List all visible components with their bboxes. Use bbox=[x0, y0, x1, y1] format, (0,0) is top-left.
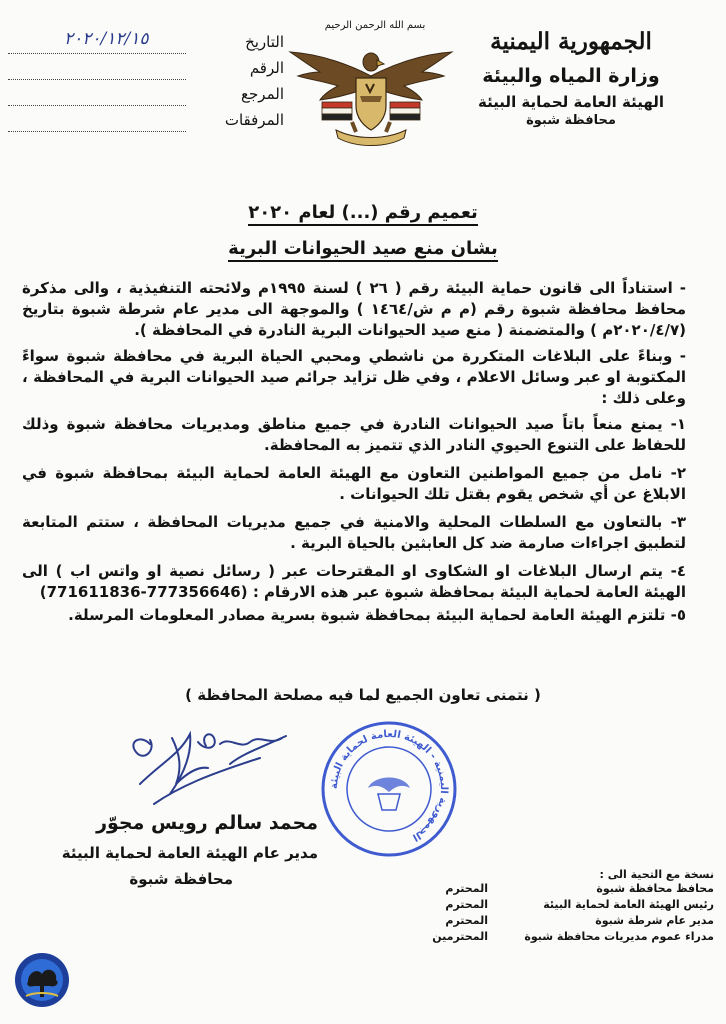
list-item: ٥- تلتزم الهيئة العامة لحماية البيئة بمحافظة شبوة بسرية مصادر المعلومات المرسلة. bbox=[68, 606, 686, 624]
signatory-governorate: محافظة شبوة bbox=[129, 870, 233, 888]
official-stamp-icon bbox=[318, 718, 460, 860]
copies-list bbox=[404, 868, 714, 946]
number-label: الرقم bbox=[249, 59, 284, 77]
list-item: مدير عام شرطة شبوة المحترم bbox=[445, 914, 714, 927]
signatory-title: مدير عام الهيئة العامة لحماية البيئة bbox=[61, 844, 318, 862]
basmala: بسم الله الرحمن الرحيم bbox=[324, 20, 426, 31]
handwritten-signature bbox=[110, 724, 310, 814]
list-item: ١- يمنع منعاً باتاً صيد الحيوانات النادرة في جميع مناطق ومديريات محافظة شبوة وذلك للحفاظ على التنوع الحيوي النادر الذي تتميز به المحافظة. bbox=[22, 415, 686, 454]
authority-name: الهيئة العامة لحماية البيئة bbox=[477, 93, 665, 111]
phone-numbers: (771611836-777356646) bbox=[39, 583, 248, 601]
circular-subject: بشان منع صيد الحيوانات البرية bbox=[0, 238, 726, 259]
list-item: ٢- نامل من جميع المواطنين التعاون مع الهيئة العامة لحماية البيئة بمحافظة شبوة في الابلاغ عن أي شخص يقوم بقتل تلك الحيوانات . bbox=[22, 464, 686, 503]
list-item: محافظ محافظة شبوة المحترم bbox=[445, 882, 714, 895]
attachments-label: المرفقات bbox=[224, 111, 284, 129]
signatory-name: محمد سالم رويس مجوّر bbox=[96, 812, 318, 834]
circular-title: تعميم رقم (...) لعام ٢٠٢٠ bbox=[0, 202, 726, 223]
svg-text:الجمهورية اليمنية - الهيئة الع: الجمهورية اليمنية - الهيئة العامة لحماية البيئة bbox=[328, 728, 450, 843]
list-item: رئيس الهيئة العامة لحماية البيئة المحترم bbox=[445, 898, 714, 911]
letter-body bbox=[22, 278, 686, 633]
date-label: التاريخ bbox=[245, 33, 284, 51]
republic-name: الجمهورية اليمنية bbox=[490, 28, 652, 55]
paragraph-1: - استناداً الى قانون حماية البيئة رقم ( ٢٦ ) لسنة ١٩٩٥م ولائحته التنفيذية ، والى مذكرة محافظ محافظة شبوة رقم (م م ش/١٤٦٤ ) والموجهة الى مدير عام شرطة شبوة بتاريخ (٢٠٢٠/٤/٧م ) والمتضمنة ( منع صيد الحيوانات البرية النادرة في المحافظة ). bbox=[22, 279, 686, 339]
governorate-name: محافظة شبوة bbox=[526, 113, 616, 128]
reference-field bbox=[8, 85, 284, 111]
list-item: مدراء عموم مديريات محافظة شبوة المحترمين bbox=[432, 930, 714, 943]
number-field bbox=[8, 59, 284, 85]
list-item: ٣- بالتعاون مع السلطات المحلية والامنية في جميع مديريات المحافظة ، ستتم المتابعة لتطبيق اجراءات صارمة ضد كل العابثين بالحياة البرية . bbox=[22, 513, 686, 552]
attachments-field bbox=[8, 111, 284, 137]
reference-fields bbox=[8, 29, 284, 137]
list-item-4: ٤- يتم ارسال البلاغات او الشكاوى او المقترحات عبر ( رسائل نصية او واتس اب ) الى الهيئة العامة لحماية البيئة بمحافظة شبوة عبر هذه الارقام : (771611836-777356646) bbox=[22, 562, 686, 601]
ministry-name: وزارة المياه والبيئة bbox=[482, 65, 660, 87]
reference-label: المرجع bbox=[241, 85, 284, 103]
date-value: ٢٠٢٠/١٢/١٥ bbox=[64, 29, 149, 49]
closing-line: ( نتمنى تعاون الجميع لما فيه مصلحة المحافظة ) bbox=[185, 686, 541, 704]
letterhead-right bbox=[456, 28, 686, 128]
yemen-eagle-emblem-icon bbox=[282, 36, 460, 154]
date-field bbox=[8, 29, 284, 59]
copies-heading: نسخة مع التحية الى : bbox=[599, 868, 714, 881]
environment-logo-icon bbox=[14, 952, 70, 1008]
paragraph-2: - وبناءً على البلاغات المتكررة من ناشطي ومحبي الحياة البرية في محافظة شبوة سواءً المكتوبة او عبر وسائل الاعلام ، وفي ظل تزايد جرائم صيد الحيوانات البرية في المحافظة ، وعلى ذلك : bbox=[22, 347, 686, 407]
